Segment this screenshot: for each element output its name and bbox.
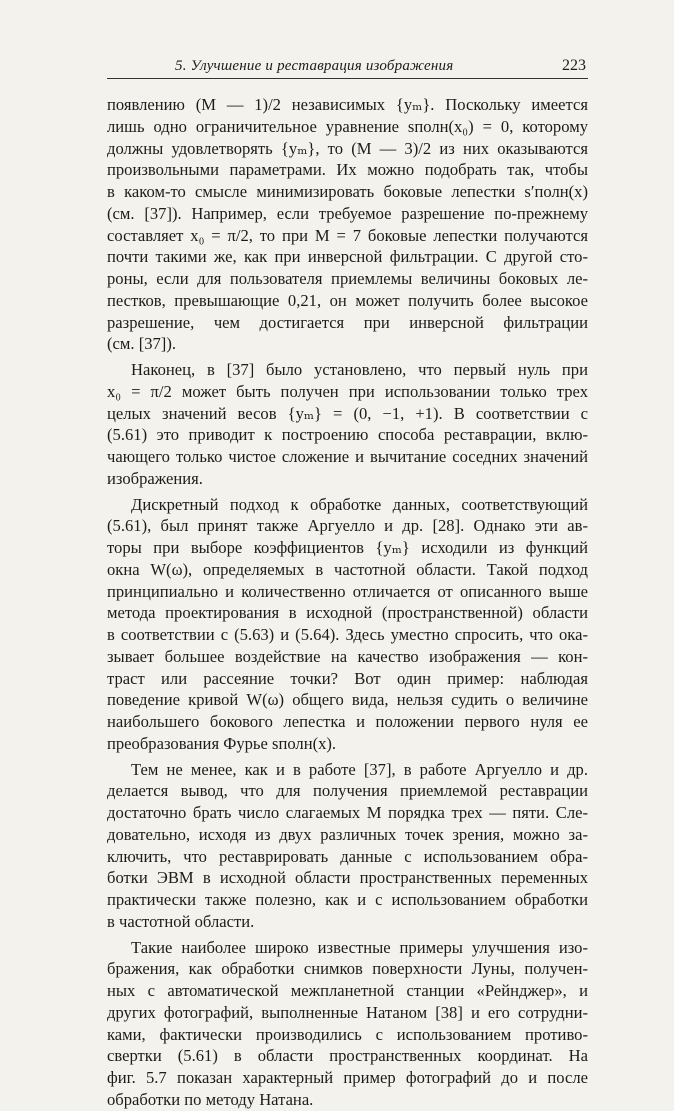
text-line: ключить, что реставрировать данные с использованием обра- bbox=[107, 846, 588, 866]
text-line: составляет x₀ = π/2, то при M = 7 боковые лепестки получаются bbox=[107, 225, 588, 245]
body-text bbox=[107, 94, 588, 1111]
text-line: появлению (M — 1)/2 независимых {yₘ}. Поскольку имеется bbox=[107, 95, 588, 114]
text-line: ками, фактически производились с использованием противо- bbox=[107, 1024, 588, 1044]
text-line: лишь одно ограничительное уравнение sполн(x₀) = 0, которому bbox=[107, 116, 588, 136]
text-line: почти такими же, как при инверсной фильтрации. С другой сто- bbox=[107, 247, 588, 267]
text-line: торы при выборе коэффициентов {yₘ} исходили из функций bbox=[107, 538, 588, 557]
text-line: Такие наиболее широко известные примеры улучшения изо- bbox=[131, 937, 588, 957]
text-line: (5.61) это приводит к построению способа реставрации, вклю- bbox=[107, 425, 588, 445]
text-line: произвольными параметрами. Их можно подобрать так, чтобы bbox=[107, 160, 588, 180]
running-title: 5. Улучшение и реставрация изображения bbox=[175, 58, 454, 74]
text-line: в соответствии с (5.63) и (5.64). Здесь уместно спросить, что ока- bbox=[107, 625, 588, 644]
text-line: (5.61), был принят также Аргуелло и др. [28]. Однако эти ав- bbox=[107, 516, 588, 536]
text-line: изображения. bbox=[107, 468, 203, 488]
text-line: ботки ЭВМ в исходной области пространственных переменных bbox=[107, 868, 588, 888]
text-line: пестков, превышающие 0,21, он может получить более высокое bbox=[107, 290, 588, 310]
text-line: целых значений весов {yₘ} = (0, −1, +1). В соответствии с bbox=[107, 403, 588, 423]
paragraph bbox=[107, 494, 588, 755]
text-line: (см. [37]). bbox=[107, 334, 177, 354]
text-line: роны, если для пользователя приемлемы величины боковых ле- bbox=[107, 269, 588, 288]
text-line: (см. [37]). Например, если требуемое разрешение по-прежнему bbox=[107, 203, 588, 223]
text-line: практически также полезно, как и с использованием обработки bbox=[107, 890, 588, 909]
text-line: траст или рассеяние точки? Вот один пример: наблюдая bbox=[107, 668, 588, 688]
text-line: Дискретный подход к обработке данных, соответствующий bbox=[131, 494, 588, 514]
text-line: Тем не менее, как и в работе [37], в работе Аргуелло и др. bbox=[131, 759, 588, 779]
text-line: делается вывод, что для получения приемлемой реставрации bbox=[107, 781, 588, 801]
text-line: бражения, как обработки снимков поверхности Луны, получен- bbox=[107, 959, 588, 979]
text-line: окна W(ω), определяемых в частотной области. Такой подход bbox=[107, 559, 588, 579]
text-line: разрешение, чем достигается при инверсной фильтрации bbox=[107, 312, 588, 332]
text-line: зывает большее воздействие на качество изображения — кон- bbox=[107, 646, 588, 666]
text-line: других фотографий, выполненные Натаном [38] и его сотрудни- bbox=[107, 1002, 588, 1022]
text-line: преобразования Фурье sполн(x). bbox=[107, 733, 337, 753]
page-number: 223 bbox=[562, 57, 586, 74]
text-line: фиг. 5.7 показан характерный пример фотографий до и после bbox=[107, 1068, 588, 1087]
paragraph bbox=[107, 759, 588, 933]
text-line: довательно, исходя из двух различных точек зрения, можно за- bbox=[107, 824, 588, 844]
text-line: Наконец, в [37] было установлено, что первый нуль при bbox=[131, 360, 588, 379]
text-line: в каком-то смысле минимизировать боковые лепестки s′полн(x) bbox=[107, 182, 588, 201]
page-header bbox=[107, 56, 588, 79]
text-line: свертки (5.61) в области пространственных координат. На bbox=[107, 1046, 588, 1066]
paragraph bbox=[107, 94, 588, 355]
text-line: принципиально и количественно отличается от описанного выше bbox=[107, 581, 588, 601]
text-line: должны удовлетворять {yₘ}, то (M — 3)/2 из них оказываются bbox=[107, 138, 588, 158]
text-line: ных с автоматической межпланетной станции «Рейнджер», и bbox=[107, 981, 588, 1000]
text-line: метода проектирования в исходной (пространственной) области bbox=[107, 603, 588, 623]
text-line: в частотной области. bbox=[107, 911, 255, 931]
text-line: поведение кривой W(ω) общего вида, нельзя судить о величине bbox=[107, 690, 588, 710]
text-line: x₀ = π/2 может быть получен при использовании только трех bbox=[107, 381, 588, 401]
text-line: чающего только чистое сложение и вычитание соседних значений bbox=[107, 447, 588, 466]
text-line: наибольшего бокового лепестка и положении первого нуля ее bbox=[107, 712, 588, 731]
text-line: достаточно брать число слагаемых M порядка трех — пяти. Сле- bbox=[107, 803, 588, 822]
text-line: обработки по методу Натана. bbox=[107, 1089, 314, 1109]
paragraph bbox=[107, 359, 588, 490]
paragraph bbox=[107, 937, 588, 1111]
